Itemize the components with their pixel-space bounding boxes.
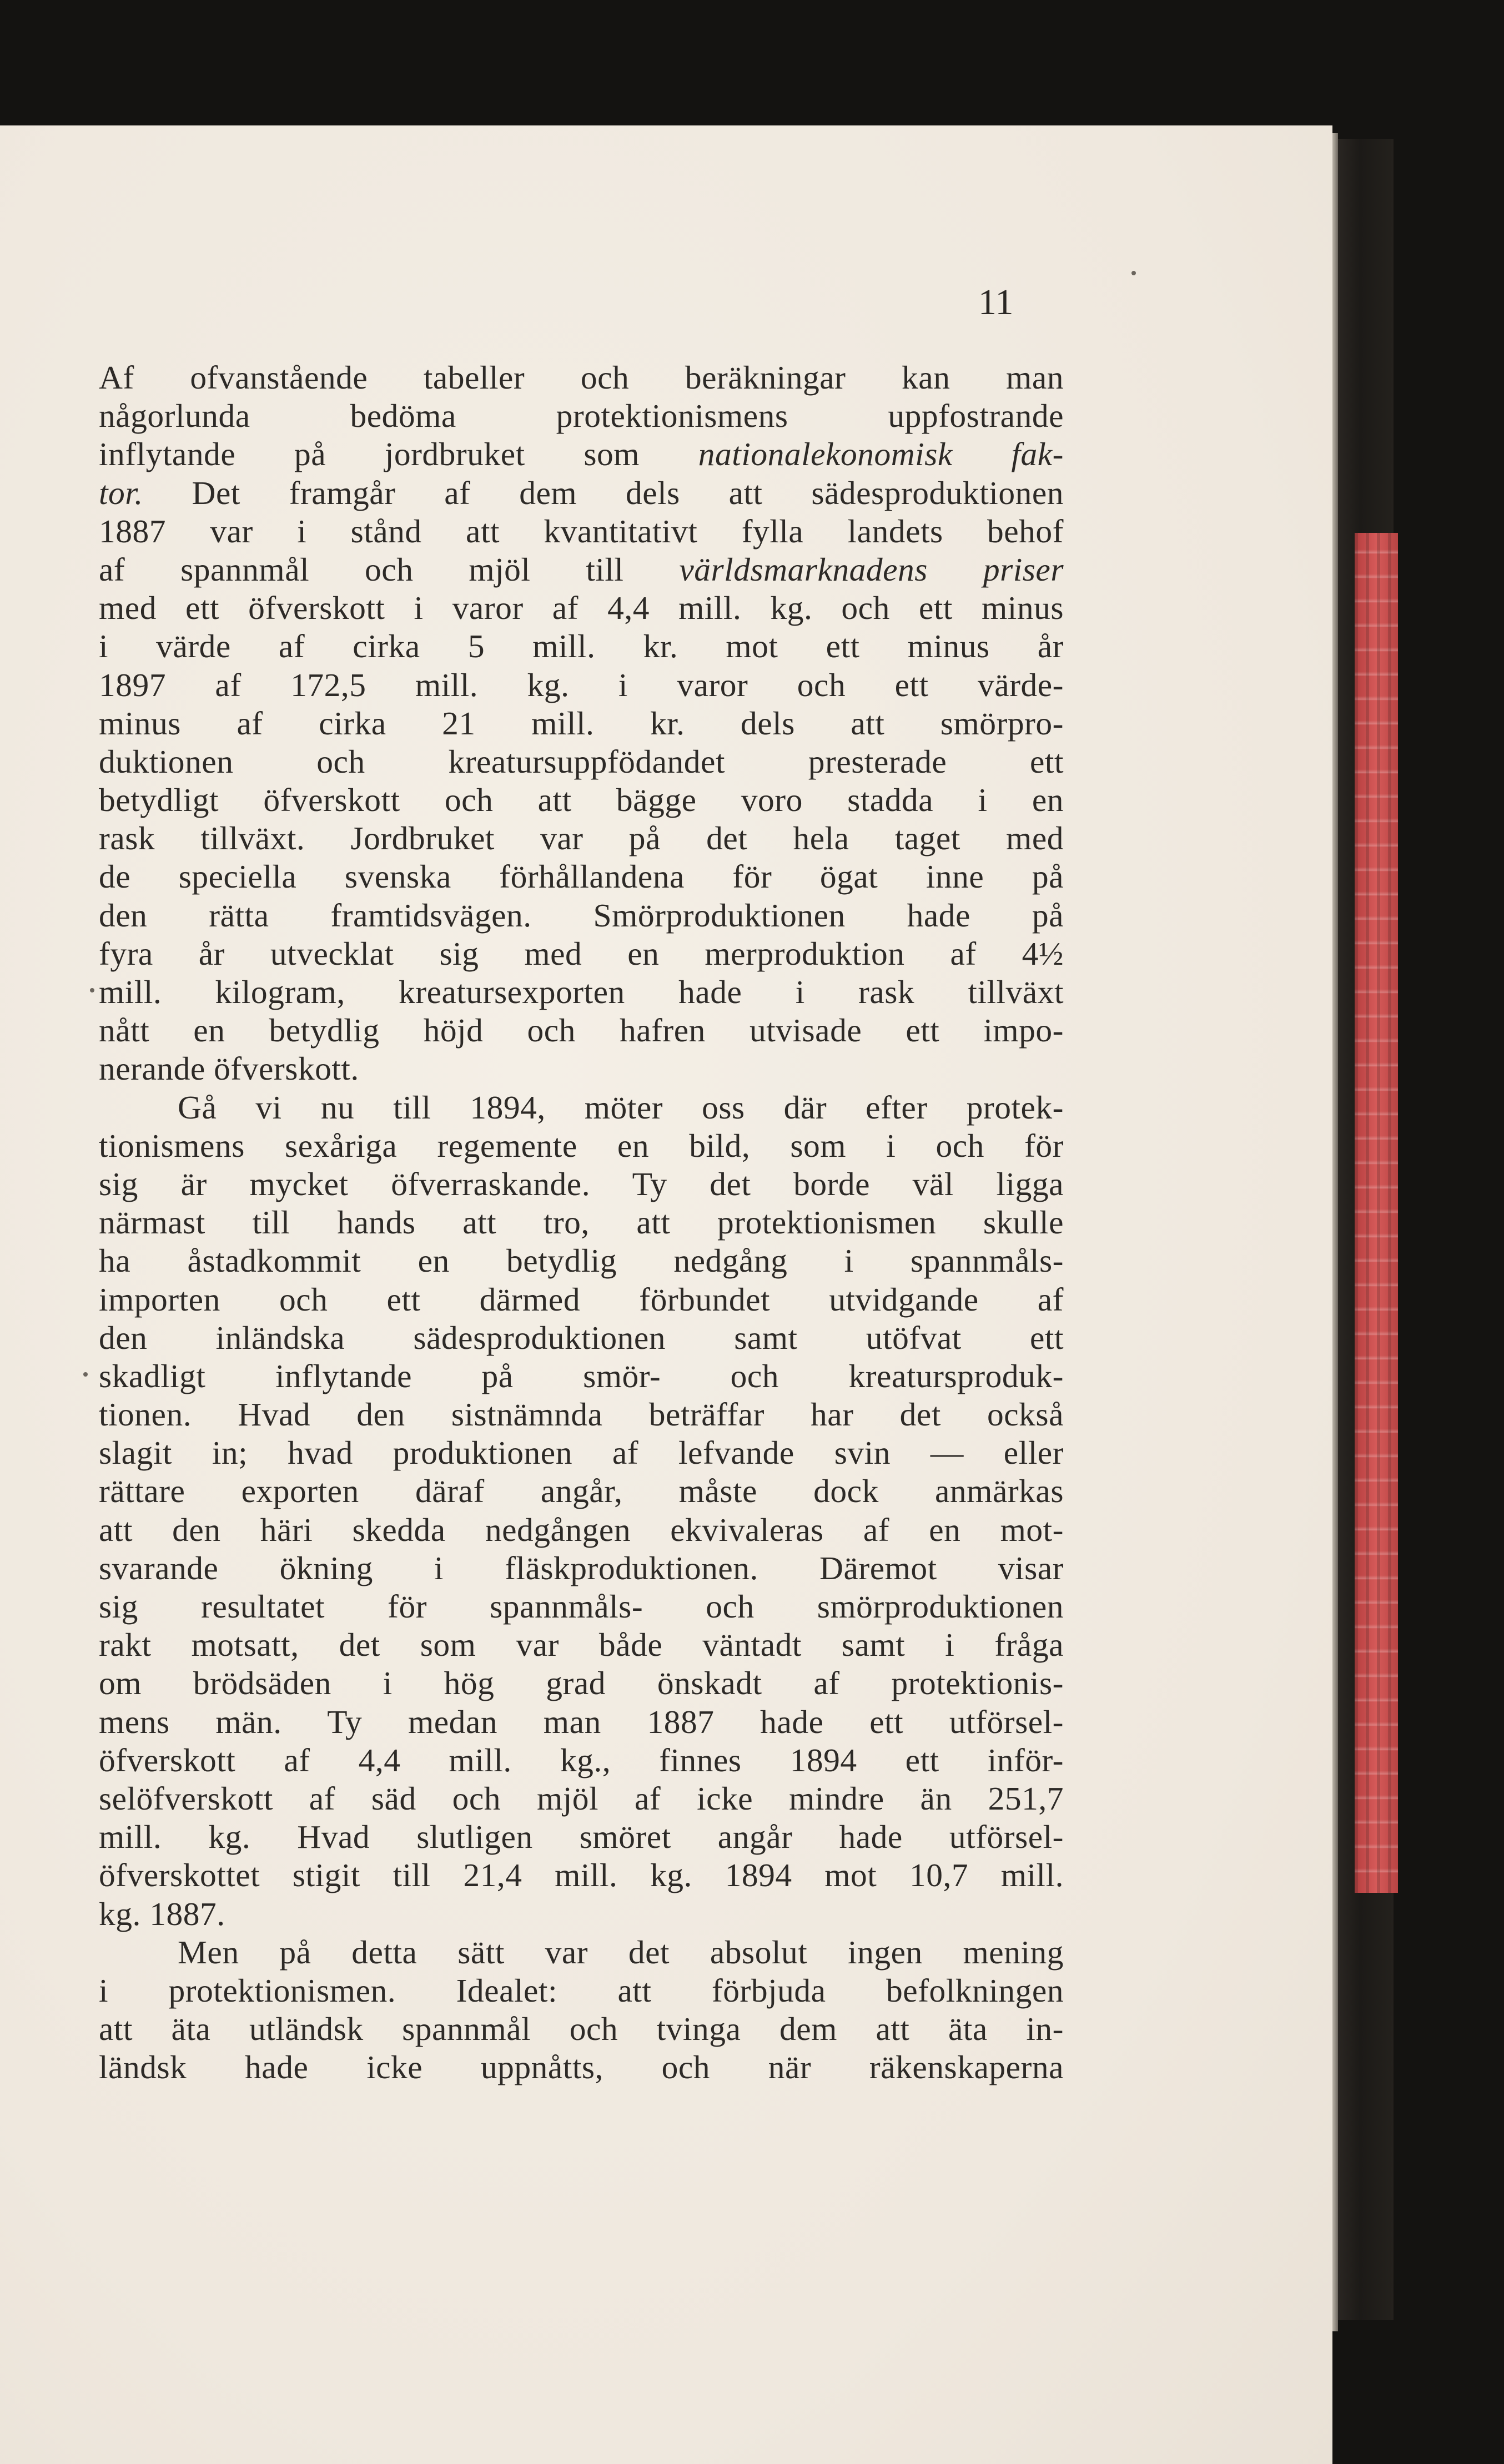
text-line: tor. Det framgår af dem dels att sädesproduktionen — [99, 474, 1064, 511]
text-line: med ett öfverskott i varor af 4,4 mill. kg. och ett minus — [99, 589, 1064, 627]
text-line: mens män. Ty medan man 1887 hade ett utförsel- — [99, 1703, 1064, 1740]
text-line: af spannmål och mjöl till världsmarknadens priser — [99, 551, 1064, 588]
text-line: 1887 var i stånd att kvantitativt fylla landets behof — [99, 512, 1064, 550]
text-line: sig är mycket öfverraskande. Ty det borde väl ligga — [99, 1165, 1064, 1202]
text-line: öfverskottet stigit till 21,4 mill. kg. 1894 mot 10,7 mill. — [99, 1857, 1064, 1894]
text-line: de speciella svenska förhållandena för ögat inne på — [99, 858, 1064, 895]
page-number: 11 — [978, 282, 1014, 323]
text-line: sig resultatet för spannmåls- och smörproduktionen — [99, 1588, 1064, 1625]
text-line: 1897 af 172,5 mill. kg. i varor och ett värde- — [99, 666, 1064, 703]
text-line: mill. kilogram, kreatursexporten hade i rask tillväxt — [99, 974, 1064, 1010]
text-line: i värde af cirka 5 mill. kr. mot ett minus år — [99, 628, 1064, 665]
text-line: ländsk hade icke uppnåtts, och när räkenskaperna — [99, 2049, 1064, 2086]
text-line: mill. kg. Hvad slutligen smöret angår hade utförsel- — [99, 1818, 1064, 1856]
text-line: rakt motsatt, det som var både väntadt samt i fråga — [99, 1626, 1064, 1664]
print-speck — [83, 1372, 88, 1377]
text-line: duktionen och kreatursuppfödandet presterade ett — [99, 743, 1064, 780]
text-line: nått en betydlig höjd och hafren utvisade ett impo- — [99, 1012, 1064, 1049]
text-line: Af ofvanstående tabeller och beräkningar kan man — [99, 359, 1064, 396]
text-line: ha åstadkommit en betydlig nedgång i spannmåls- — [99, 1242, 1064, 1279]
text-line: närmast till hands att tro, att protektionismen skulle — [99, 1204, 1064, 1241]
text-line: den inländska sädesproduktionen samt utöfvat ett — [99, 1319, 1064, 1356]
text-line: om brödsäden i hög grad önskadt af protektionis- — [99, 1665, 1064, 1702]
text-line: i protektionismen. Idealet: att förbjuda befolkningen — [99, 1972, 1064, 2009]
text-line: slagit in; hvad produktionen af lefvande svin — eller — [99, 1434, 1064, 1472]
text-line: att den häri skedda nedgången ekvivaleras af en mot- — [99, 1511, 1064, 1548]
text-line: kg. 1887. — [99, 1895, 225, 1932]
text-line: öfverskott af 4,4 mill. kg., finnes 1894 ett inför- — [99, 1741, 1064, 1778]
print-speck — [1131, 271, 1136, 275]
text-line: rättare exporten däraf angår, måste dock anmärkas — [99, 1473, 1064, 1510]
text-line: selöfverskott af säd och mjöl af icke mindre än 251,7 — [99, 1780, 1064, 1817]
text-line: tionen. Hvad den sistnämnda beträffar har det också — [99, 1396, 1064, 1433]
text-line: Gå vi nu till 1894, möter oss där efter protek- — [178, 1089, 1064, 1126]
text-line: skadligt inflytande på smör- och kreatursproduk- — [99, 1357, 1064, 1394]
text-line: importen och ett därmed förbundet utvidgande af — [99, 1281, 1064, 1318]
spine-red-cloth — [1355, 533, 1398, 1893]
text-line: minus af cirka 21 mill. kr. dels att smörpro- — [99, 704, 1064, 742]
print-speck — [90, 988, 94, 992]
text-line: någorlunda bedöma protektionismens uppfostrande — [99, 397, 1064, 435]
text-line: svarande ökning i fläskproduktionen. Däremot visar — [99, 1549, 1064, 1586]
text-line: betydligt öfverskott och att bägge voro stadda i en — [99, 782, 1064, 819]
text-line: inflytande på jordbruket som nationalekonomisk fak- — [99, 436, 1064, 473]
body-text — [99, 359, 1064, 2087]
text-line: nerande öfverskott. — [99, 1050, 359, 1087]
text-line: den rätta framtidsvägen. Smörproduktionen hade på — [99, 896, 1064, 934]
text-line: rask tillväxt. Jordbruket var på det hela taget med — [99, 820, 1064, 857]
text-line: tionismens sexåriga regemente en bild, som i och för — [99, 1127, 1064, 1164]
text-line: fyra år utvecklat sig med en merproduktion af 4½ — [99, 935, 1064, 972]
text-line: att äta utländsk spannmål och tvinga dem att äta in- — [99, 2010, 1064, 2048]
text-line: Men på detta sätt var det absolut ingen mening — [178, 1933, 1064, 1971]
